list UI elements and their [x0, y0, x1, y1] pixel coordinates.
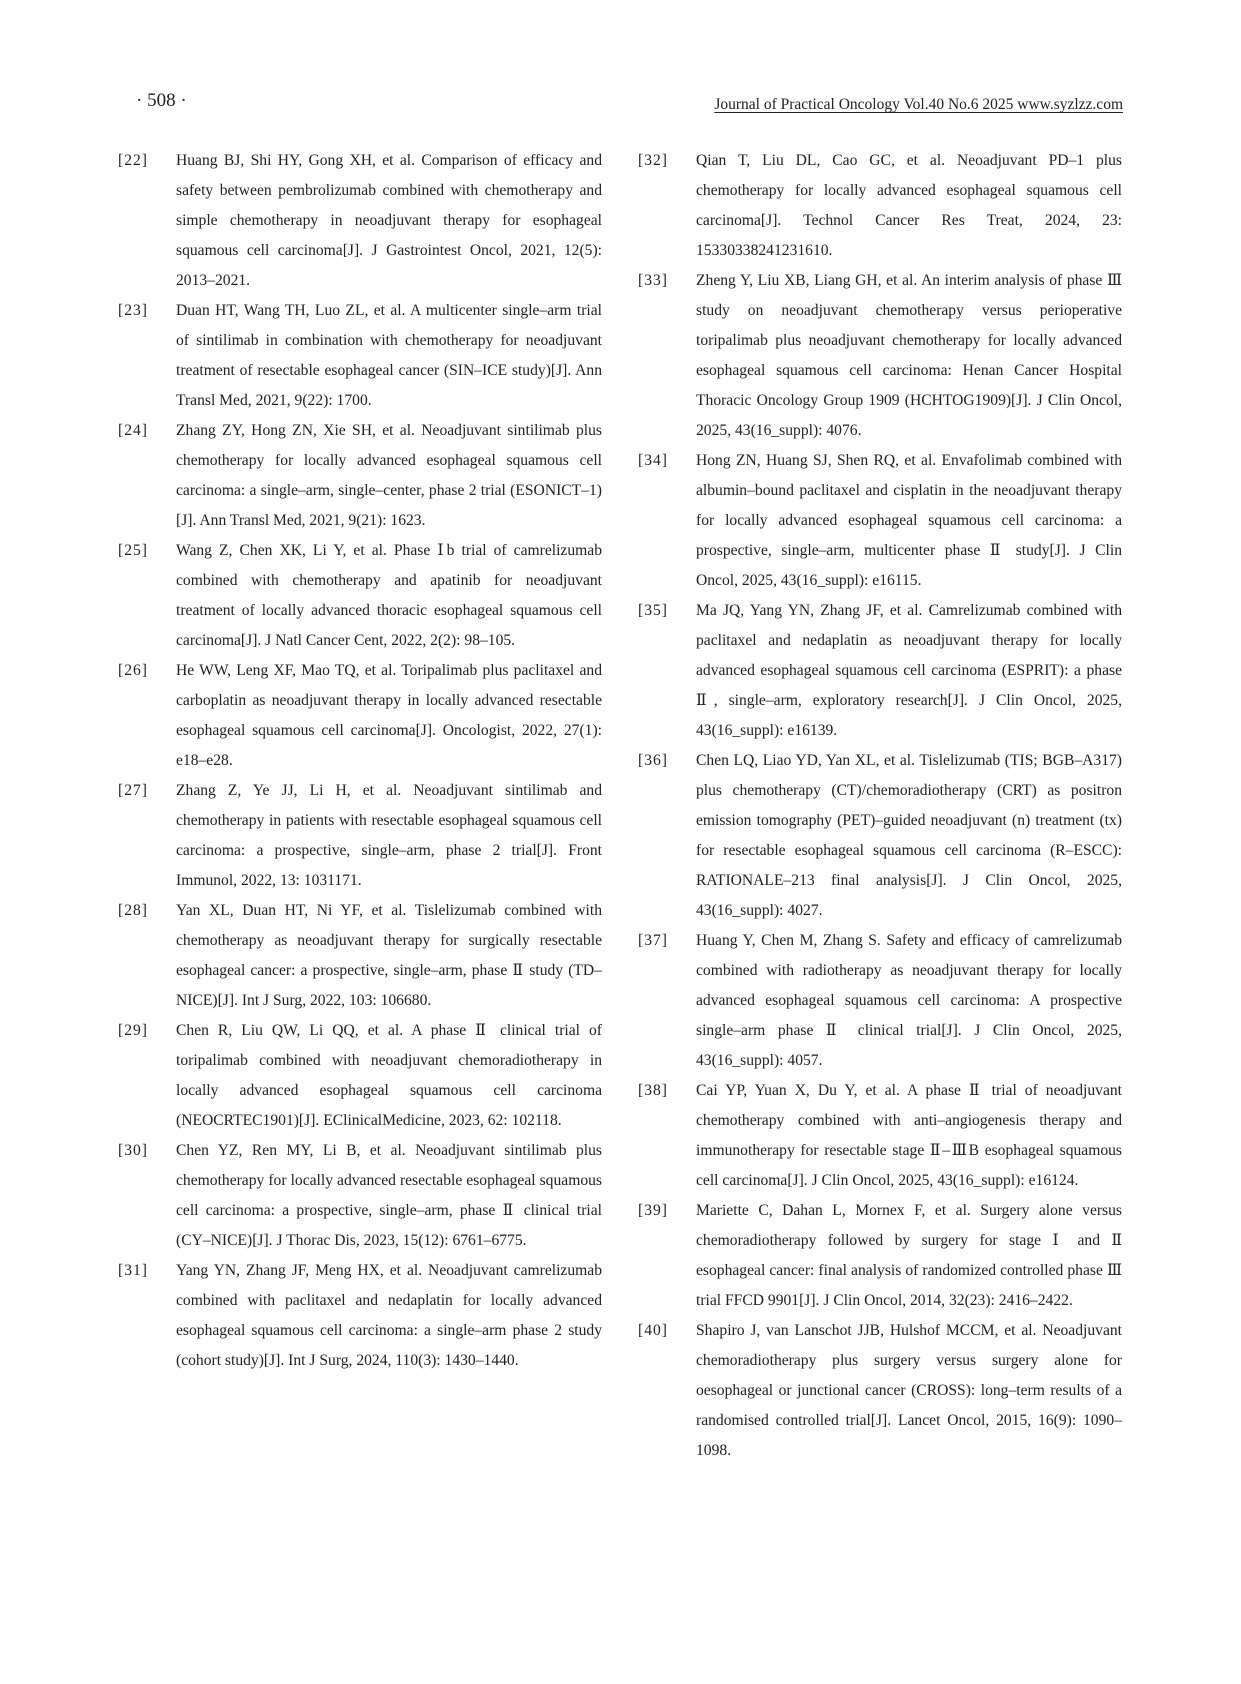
reference-item: [638, 1196, 1122, 1316]
reference-item: [638, 266, 1122, 446]
journal-info: Journal of Practical Oncology Vol.40 No.6 2025 www.syzlzz.com: [714, 96, 1123, 113]
reference-number: [31]: [118, 1262, 148, 1279]
reference-item: [638, 746, 1122, 926]
reference-text: Cai YP, Yuan X, Du Y, et al. A phase Ⅱ trial of neoadjuvant chemotherapy combined with anti–angiogenesis therapy and immunotherapy for resectable stage Ⅱ–ⅢB esophageal squamous cell carcinoma[J]. J Clin Oncol, 2025, 43(16_suppl): e16124.: [696, 1082, 1122, 1189]
reference-number: [34]: [638, 452, 668, 469]
reference-number: [27]: [118, 782, 148, 799]
reference-text: Wang Z, Chen XK, Li Y, et al. Phase Ⅰb trial of camrelizumab combined with chemotherapy and apatinib for neoadjuvant treatment of locally advanced thoracic esophageal squamous cell carcinoma[J]. J Natl Cancer Cent, 2022, 2(2): 98–105.: [176, 542, 602, 649]
reference-number: [26]: [118, 662, 148, 679]
reference-item: [638, 1076, 1122, 1196]
reference-item: [638, 446, 1122, 596]
reference-text: Huang Y, Chen M, Zhang S. Safety and efficacy of camrelizumab combined with radiotherapy as neoadjuvant therapy for locally advanced esophageal squamous cell carcinoma: A prospective single–arm phase Ⅱ clinical trial[J]. J Clin Oncol, 2025, 43(16_suppl): 4057.: [696, 932, 1122, 1069]
reference-text: Yan XL, Duan HT, Ni YF, et al. Tislelizumab combined with chemotherapy as neoadjuvant therapy for surgically resectable esophageal cancer: a prospective, single–arm, phase Ⅱ study (TD–NICE)[J]. Int J Surg, 2022, 103: 106680.: [176, 902, 602, 1009]
reference-text: Zheng Y, Liu XB, Liang GH, et al. An interim analysis of phase Ⅲ study on neoadjuvant chemotherapy versus perioperative toripalimab plus neoadjuvant chemotherapy for locally advanced esophageal squamous cell carcinoma: Henan Cancer Hospital Thoracic Oncology Group 1909 (HCHTOG1909)[J]. J Clin Oncol, 2025, 43(16_suppl): 4076.: [696, 272, 1122, 439]
reference-text: Chen R, Liu QW, Li QQ, et al. A phase Ⅱ clinical trial of toripalimab combined with neoadjuvant chemoradiotherapy in locally advanced esophageal squamous cell carcinoma (NEOCRTEC1901)[J]. EClinicalMedicine, 2023, 62: 102118.: [176, 1022, 602, 1129]
reference-number: [29]: [118, 1022, 148, 1039]
reference-item: [118, 146, 602, 296]
reference-text: Shapiro J, van Lanschot JJB, Hulshof MCCM, et al. Neoadjuvant chemoradiotherapy plus surgery versus surgery alone for oesophageal or junctional cancer (CROSS): long–term results of a randomised controlled trial[J]. Lancet Oncol, 2015, 16(9): 1090–1098.: [696, 1322, 1122, 1459]
reference-item: [638, 1316, 1122, 1466]
page-header: [0, 0, 1241, 130]
reference-item: [118, 656, 602, 776]
reference-item: [638, 146, 1122, 266]
reference-text: Yang YN, Zhang JF, Meng HX, et al. Neoadjuvant camrelizumab combined with paclitaxel and nedaplatin for locally advanced esophageal squamous cell carcinoma: a single–arm phase 2 study (cohort study)[J]. Int J Surg, 2024, 110(3): 1430–1440.: [176, 1262, 602, 1369]
reference-text: Qian T, Liu DL, Cao GC, et al. Neoadjuvant PD–1 plus chemotherapy for locally advanced esophageal squamous cell carcinoma[J]. Technol Cancer Res Treat, 2024, 23: 15330338241231610.: [696, 152, 1122, 259]
reference-text: Huang BJ, Shi HY, Gong XH, et al. Comparison of efficacy and safety between pembrolizumab combined with chemotherapy and simple chemotherapy in neoadjuvant therapy for esophageal squamous cell carcinoma[J]. J Gastrointest Oncol, 2021, 12(5): 2013–2021.: [176, 152, 602, 289]
reference-number: [28]: [118, 902, 148, 919]
reference-item: [118, 1016, 602, 1136]
reference-number: [37]: [638, 932, 668, 949]
reference-text: Mariette C, Dahan L, Mornex F, et al. Surgery alone versus chemoradiotherapy followed by surgery for stage Ⅰ and Ⅱ esophageal cancer: final analysis of randomized controlled phase Ⅲ trial FFCD 9901[J]. J Clin Oncol, 2014, 32(23): 2416–2422.: [696, 1202, 1122, 1309]
reference-item: [118, 776, 602, 896]
reference-text: Chen LQ, Liao YD, Yan XL, et al. Tislelizumab (TIS; BGB–A317) plus chemotherapy (CT)/chemoradiotherapy (CRT) as positron emission tomography (PET)–guided neoadjuvant (n) treatment (tx) for resectable esophageal squamous cell carcinoma (R–ESCC): RATIONALE–213 final analysis[J]. J Clin Oncol, 2025, 43(16_suppl): 4027.: [696, 752, 1122, 919]
reference-number: [25]: [118, 542, 148, 559]
reference-item: [118, 536, 602, 656]
reference-item: [118, 1136, 602, 1256]
reference-item: [638, 596, 1122, 746]
reference-number: [38]: [638, 1082, 668, 1099]
reference-number: [40]: [638, 1322, 668, 1339]
reference-number: [33]: [638, 272, 668, 289]
reference-text: Hong ZN, Huang SJ, Shen RQ, et al. Envafolimab combined with albumin–bound paclitaxel and cisplatin in the neoadjuvant therapy for locally advanced esophageal squamous cell carcinoma: a prospective, single–arm, multicenter phase Ⅱ study[J]. J Clin Oncol, 2025, 43(16_suppl): e16115.: [696, 452, 1122, 589]
reference-item: [118, 416, 602, 536]
reference-text: Chen YZ, Ren MY, Li B, et al. Neoadjuvant sintilimab plus chemotherapy for locally advanced resectable esophageal squamous cell carcinoma: a prospective, single–arm, phase Ⅱ clinical trial (CY–NICE)[J]. J Thorac Dis, 2023, 15(12): 6761–6775.: [176, 1142, 602, 1249]
reference-text: Zhang ZY, Hong ZN, Xie SH, et al. Neoadjuvant sintilimab plus chemotherapy for locally advanced esophageal squamous cell carcinoma: a single–arm, single–center, phase 2 trial (ESONICT–1)[J]. Ann Transl Med, 2021, 9(21): 1623.: [176, 422, 602, 529]
reference-text: Duan HT, Wang TH, Luo ZL, et al. A multicenter single–arm trial of sintilimab in combination with chemotherapy for neoadjuvant treatment of resectable esophageal cancer (SIN–ICE study)[J]. Ann Transl Med, 2021, 9(22): 1700.: [176, 302, 602, 409]
reference-text: Ma JQ, Yang YN, Zhang JF, et al. Camrelizumab combined with paclitaxel and nedaplatin as neoadjuvant therapy for locally advanced esophageal squamous cell carcinoma (ESPRIT): a phase Ⅱ, single–arm, exploratory research[J]. J Clin Oncol, 2025, 43(16_suppl): e16139.: [696, 602, 1122, 739]
reference-item: [118, 1256, 602, 1376]
page-number: · 508 ·: [136, 90, 187, 111]
reference-number: [30]: [118, 1142, 148, 1159]
reference-text: Zhang Z, Ye JJ, Li H, et al. Neoadjuvant sintilimab and chemotherapy in patients with resectable esophageal squamous cell carcinoma: a prospective, single–arm, phase 2 trial[J]. Front Immunol, 2022, 13: 1031171.: [176, 782, 602, 889]
reference-list-right: [638, 146, 1122, 1466]
reference-number: [35]: [638, 602, 668, 619]
reference-item: [118, 896, 602, 1016]
reference-list-left: [118, 146, 602, 1376]
reference-number: [32]: [638, 152, 668, 169]
reference-number: [36]: [638, 752, 668, 769]
reference-number: [24]: [118, 422, 148, 439]
reference-number: [22]: [118, 152, 148, 169]
reference-number: [39]: [638, 1202, 668, 1219]
reference-text: He WW, Leng XF, Mao TQ, et al. Toripalimab plus paclitaxel and carboplatin as neoadjuvant therapy in locally advanced resectable esophageal squamous cell carcinoma[J]. Oncologist, 2022, 27(1): e18–e28.: [176, 662, 602, 769]
reference-item: [118, 296, 602, 416]
reference-number: [23]: [118, 302, 148, 319]
reference-item: [638, 926, 1122, 1076]
